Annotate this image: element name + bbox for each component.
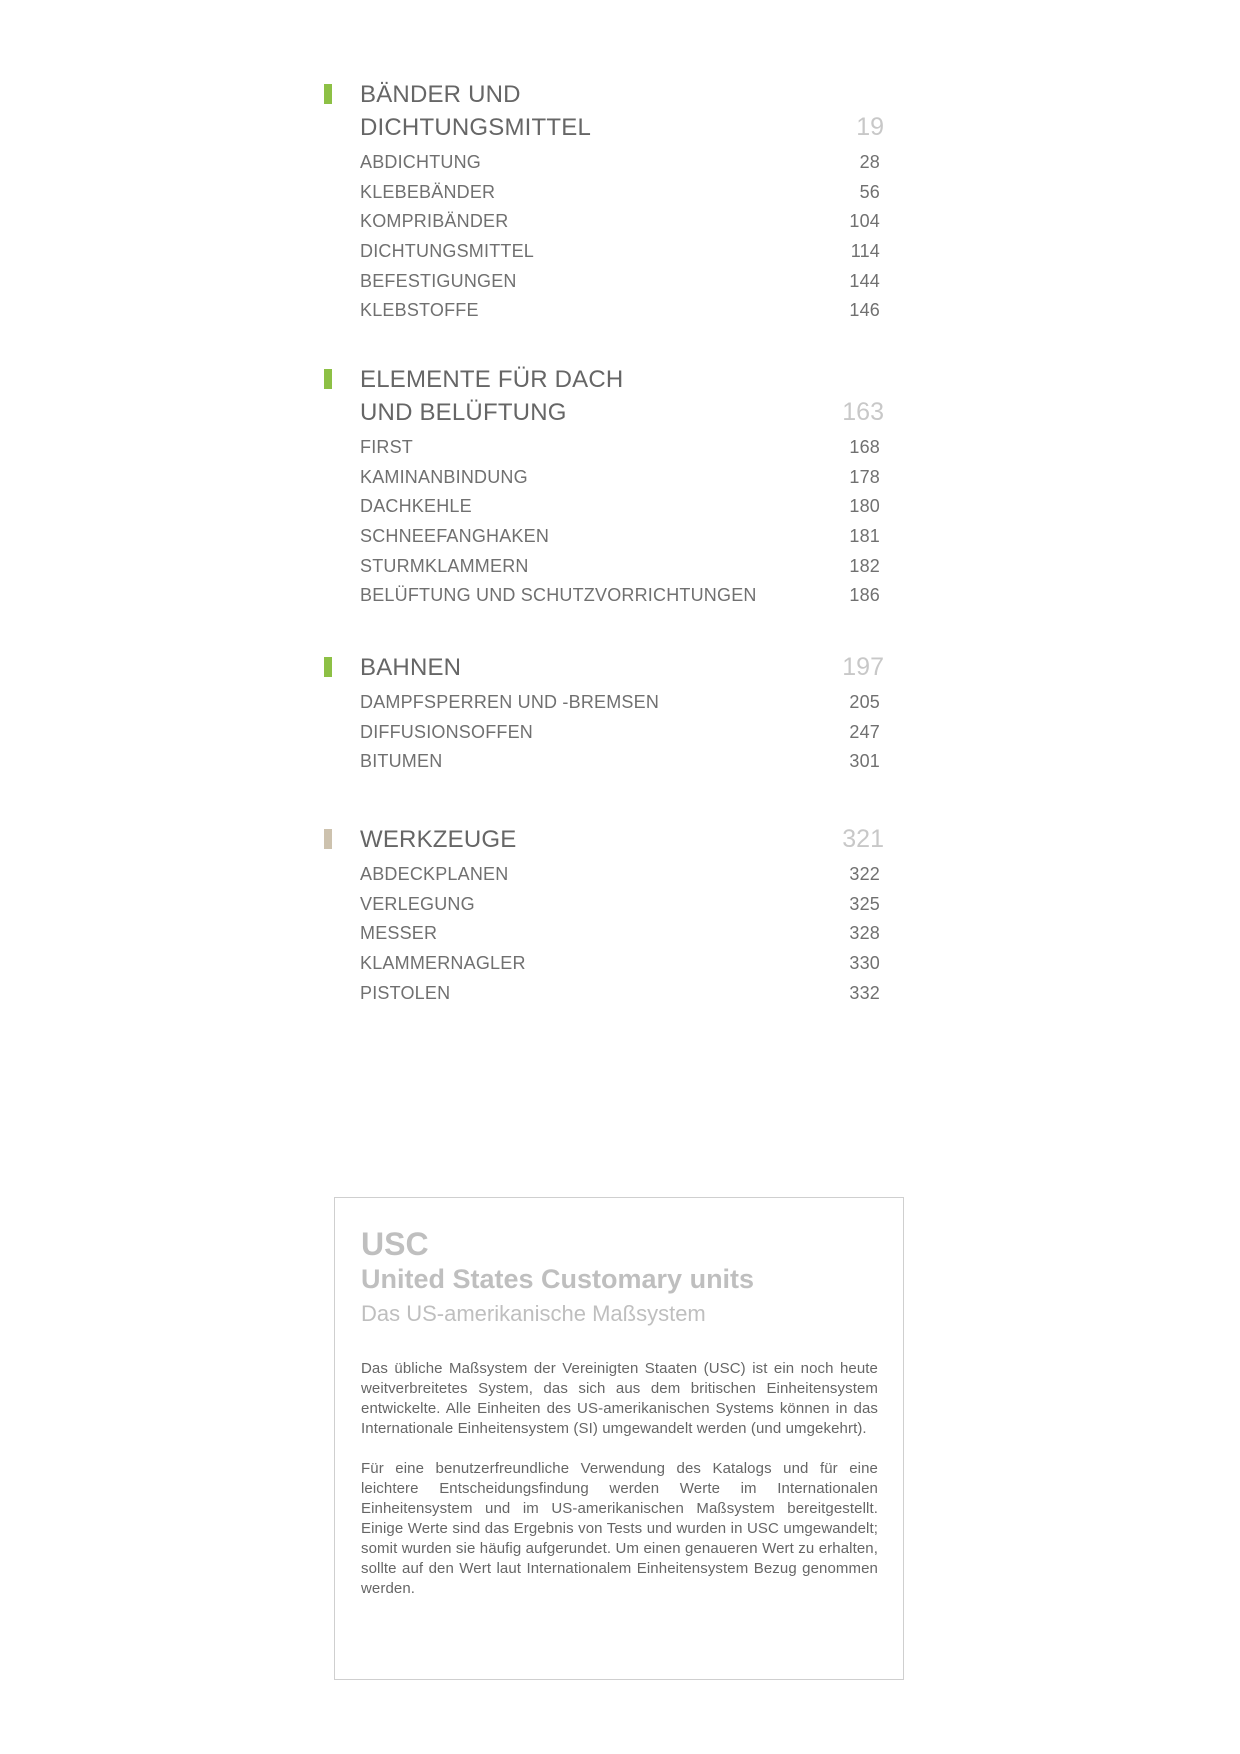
toc-entries <box>360 147 880 325</box>
toc-entry-label: KLEBEBÄNDER <box>360 181 496 202</box>
toc-entry-page: 181 <box>849 526 880 547</box>
toc-entry[interactable] <box>360 687 880 717</box>
toc-entries <box>360 432 880 610</box>
toc-entry[interactable] <box>360 859 880 889</box>
toc-entry[interactable] <box>360 295 880 325</box>
section-title[interactable]: BAHNEN <box>360 654 462 681</box>
toc-entry-page: 144 <box>849 270 880 291</box>
toc-section-header <box>334 823 884 856</box>
section-marker <box>324 657 332 677</box>
toc-section-werkzeuge <box>334 823 884 1007</box>
toc-entry[interactable] <box>360 580 880 610</box>
toc-entry[interactable] <box>360 521 880 551</box>
toc-entry-page: 180 <box>849 496 880 517</box>
toc-entry-label: BELÜFTUNG UND SCHUTZVORRICHTUNGEN <box>360 585 757 606</box>
toc-section-baender <box>334 78 884 363</box>
toc-entry-label: BITUMEN <box>360 751 443 772</box>
toc-entry[interactable] <box>360 717 880 747</box>
toc-section-header <box>334 78 884 144</box>
toc-entry[interactable] <box>360 206 880 236</box>
section-marker <box>324 84 332 104</box>
toc-section-header <box>334 651 884 684</box>
toc-entry-page: 146 <box>849 300 880 321</box>
toc-entry[interactable] <box>360 147 880 177</box>
toc-entry-label: KAMINANBINDUNG <box>360 466 528 487</box>
section-page-number[interactable]: 321 <box>842 825 884 853</box>
toc-entry-label: PISTOLEN <box>360 982 451 1003</box>
usc-title: United States Customary units <box>361 1264 755 1294</box>
section-page-number[interactable]: 197 <box>842 653 884 681</box>
section-title[interactable]: WERKZEUGE <box>360 826 517 853</box>
toc-entries <box>360 687 880 776</box>
toc-entry-page: 301 <box>849 751 880 772</box>
toc-entry[interactable] <box>360 978 880 1008</box>
toc-entry-label: MESSER <box>360 923 438 944</box>
section-title[interactable]: BÄNDER UND DICHTUNGSMITTEL <box>360 81 591 141</box>
toc-entry[interactable] <box>360 236 880 266</box>
toc-entry-label: KLAMMERNAGLER <box>360 953 526 974</box>
toc-entry-page: 330 <box>849 953 880 974</box>
table-of-contents <box>334 78 884 1007</box>
section-marker <box>324 829 332 849</box>
toc-entry-page: 168 <box>849 437 880 457</box>
usc-paragraph: Für eine benutzerfreundliche Verwendung des Katalogs und für eine leichtere Entscheidungsfindung werden Werte im Internationalen Einheitensystem und im US-amerikanischen Maßsystem bereitgestellt. Einige Werte sind das Ergebnis von Tests und wurden in USC umgewandelt; somit wurden sie häufig aufgerundet. Um einen genaueren Wert zu erhalten, sollte auf den Wert laut Internationalem Einheitensystem Bezug genommen werden. <box>361 1460 878 1597</box>
toc-entry-label: DICHTUNGSMITTEL <box>360 241 534 262</box>
toc-entry[interactable] <box>360 746 880 776</box>
section-page-number[interactable]: 19 <box>856 113 884 141</box>
toc-entry[interactable] <box>360 266 880 296</box>
usc-subtitle: Das US-amerikanische Maßsystem <box>361 1301 706 1326</box>
toc-entry-page: 104 <box>849 211 880 232</box>
toc-entry-page: 56 <box>859 181 880 202</box>
toc-entry[interactable] <box>360 889 880 919</box>
toc-entry-label: KLEBSTOFFE <box>360 300 479 321</box>
toc-entry[interactable] <box>360 432 880 462</box>
toc-entry-label: DIFFUSIONSOFFEN <box>360 721 533 742</box>
toc-entries <box>360 859 880 1007</box>
toc-entry-page: 182 <box>849 555 880 576</box>
usc-abbreviation: USC <box>361 1226 429 1262</box>
toc-entry-page: 322 <box>849 864 880 884</box>
toc-entry-page: 28 <box>859 152 880 172</box>
toc-entry[interactable] <box>360 551 880 581</box>
toc-section-header <box>334 363 884 429</box>
section-page-number[interactable]: 163 <box>842 398 884 426</box>
toc-entry[interactable] <box>360 491 880 521</box>
toc-entry-page: 325 <box>849 893 880 914</box>
toc-entry-label: SCHNEEFANGHAKEN <box>360 526 550 547</box>
toc-entry[interactable] <box>360 462 880 492</box>
toc-entry-label: BEFESTIGUNGEN <box>360 270 517 291</box>
toc-entry-label: VERLEGUNG <box>360 893 475 914</box>
toc-entry-page: 205 <box>849 692 880 712</box>
toc-entry-page: 186 <box>849 585 880 606</box>
section-title[interactable]: ELEMENTE FÜR DACH UND BELÜFTUNG <box>360 366 624 426</box>
usc-info-box <box>334 1197 904 1680</box>
toc-entry-label: STURMKLAMMERN <box>360 555 529 576</box>
usc-paragraph: Das übliche Maßsystem der Vereinigten Staaten (USC) ist ein noch heute weitverbreitetes System, das sich aus dem britischen Einheitensystem entwickelte. Alle Einheiten des US-amerikanischen Systems können in das Internationale Einheitensystem (SI) umgewandelt werden (und umgekehrt). <box>361 1360 878 1437</box>
toc-entry[interactable] <box>360 177 880 207</box>
toc-section-elemente <box>334 363 884 651</box>
toc-entry-label: DACHKEHLE <box>360 496 472 517</box>
toc-entry-label: ABDECKPLANEN <box>360 864 509 884</box>
toc-entry-label: KOMPRIBÄNDER <box>360 211 509 232</box>
toc-section-bahnen <box>334 651 884 823</box>
toc-entry-label: ABDICHTUNG <box>360 152 482 172</box>
section-marker <box>324 369 332 389</box>
usc-info-content <box>361 1226 878 1614</box>
toc-entry[interactable] <box>360 918 880 948</box>
toc-entry-label: FIRST <box>360 437 413 457</box>
toc-entry-label: DAMPFSPERREN UND -BREMSEN <box>360 692 660 712</box>
toc-entry-page: 328 <box>849 923 880 944</box>
toc-entry[interactable] <box>360 948 880 978</box>
toc-entry-page: 332 <box>849 982 880 1003</box>
toc-entry-page: 114 <box>850 241 880 262</box>
toc-entry-page: 247 <box>849 721 880 742</box>
toc-entry-page: 178 <box>849 466 880 487</box>
